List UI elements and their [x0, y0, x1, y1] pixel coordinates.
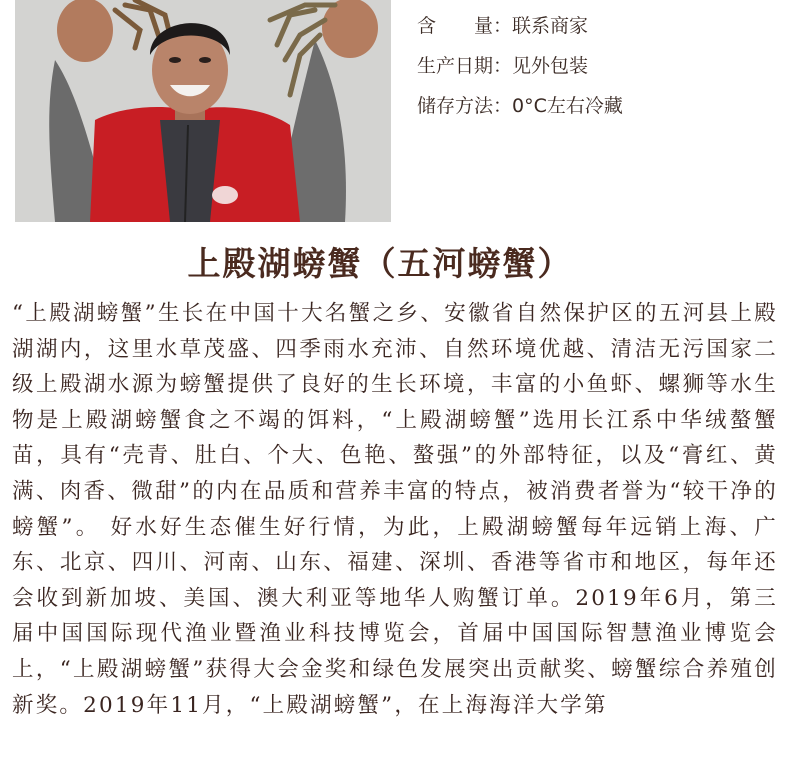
spec-separator: ： [493, 55, 513, 77]
description-paragraph: “上殿湖螃蟹”生长在中国十大名蟹之乡、安徽省自然保护区的五河县上殿湖湖内，这里水草茂盛、四季雨水充沛、自然环境优越、清洁无污国家二级上殿湖水源为螃蟹提供了良好的生长环境，丰富的小鱼虾、螺狮等水生物是上殿湖螃蟹食之不竭的饵料，“上殿湖螃蟹”选用长江系中华绒螯蟹苗，具有“壳青、肚白、个大、色艳、螯强”的外部特征，以及“膏红、黄满、肉香、微甜”的内在品质和营养丰富的特点，被消费者誉为“较干净的螃蟹”。 好水好生态催生好行情，为此，上殿湖螃蟹每年远销上海、广东、北京、四川、河南、山东、福建、深圳、香港等省市和地区，每年还会收到新加坡、美国、澳大利亚等地华人购蟹订单。2019年6月，第三届中国国际现代渔业暨渔业科技博览会，首届中国国际智慧渔业博览会上，“上殿湖螃蟹”获得大会金奖和绿色发展突出贡献奖、螃蟹综合养殖创新奖。2019年11月，“上殿湖螃蟹”，在上海海洋大学第 [12, 301, 778, 718]
spec-label: 生产日期 [417, 55, 494, 77]
section-title: 上殿湖螃蟹（五河螃蟹） [187, 244, 573, 283]
spec-value: 联系商家 [512, 15, 589, 37]
spec-separator: ： [493, 95, 513, 117]
spec-row-storage [417, 86, 777, 126]
spec-label: 储存方法 [417, 95, 494, 117]
woman-holding-crabs-illustration [15, 0, 391, 222]
spec-row-production-date [417, 46, 777, 86]
spec-separator: ： [493, 15, 513, 37]
product-photo-woman-holding-crabs [15, 0, 391, 222]
spec-value: 见外包装 [512, 55, 589, 77]
product-specs [417, 6, 777, 126]
spec-value: 0°C左右冷藏 [512, 95, 623, 117]
spec-label: 含 量 [417, 15, 494, 37]
spec-row-content [417, 6, 777, 46]
